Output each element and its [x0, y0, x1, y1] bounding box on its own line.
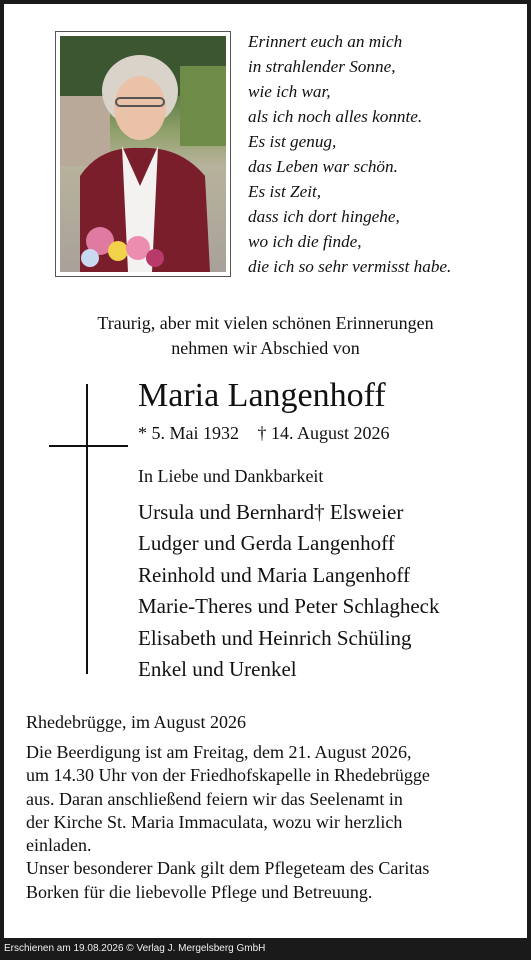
portrait-photo-frame — [55, 31, 231, 277]
poem-line: als ich noch alles konnte. — [248, 107, 423, 126]
birth-date: * 5. Mai 1932 — [138, 423, 239, 443]
mourner-entry: Elisabeth und Heinrich Schüling — [138, 625, 412, 650]
publication-footer: Erschienen am 19.08.2026 © Verlag J. Mergelsberg GmbH — [0, 938, 531, 960]
poem-line: Es ist Zeit, — [248, 182, 322, 201]
intro-text — [0, 311, 531, 361]
notice-line: um 14.30 Uhr von der Friedhofskapelle in Rhedebrügge — [26, 765, 430, 786]
memorial-poem — [248, 29, 523, 279]
poem-line: das Leben war schön. — [248, 157, 398, 176]
notice-line: Die Beerdigung ist am Freitag, dem 21. August 2026, — [26, 742, 412, 762]
poem-line: dass ich dort hingehe, — [248, 207, 400, 226]
intro-line: Traurig, aber mit vielen schönen Erinnerungen — [97, 313, 434, 333]
portrait-illustration — [60, 36, 226, 272]
notice-line: der Kirche St. Maria Immaculata, wozu wir herzlich — [26, 811, 403, 832]
poem-line: in strahlender Sonne, — [248, 57, 396, 76]
mourner-entry: Reinhold und Maria Langenhoff — [138, 562, 410, 587]
mourner-entry: Ludger und Gerda Langenhoff — [138, 531, 395, 556]
funeral-notice — [26, 741, 430, 904]
intro-line: nehmen wir Abschied von — [171, 338, 360, 358]
poem-line: Erinnert euch an mich — [248, 32, 403, 51]
cross-icon-vertical — [86, 384, 88, 674]
mourner-entry: Ursula und Bernhard† Elsweier — [138, 500, 404, 524]
notice-line: einladen. — [26, 835, 92, 856]
cross-icon-horizontal — [49, 445, 128, 447]
poem-line: wie ich war, — [248, 82, 331, 101]
mourner-entry: Marie-Theres und Peter Schlagheck — [138, 594, 440, 619]
mourner-entry: Enkel und Urenkel — [138, 657, 297, 682]
life-dates — [138, 421, 390, 445]
notice-line: aus. Daran anschließend feiern wir das Seelenamt in — [26, 788, 403, 809]
deceased-name: Maria Langenhoff — [138, 377, 386, 414]
poem-line: die ich so sehr vermisst habe. — [248, 257, 452, 276]
dedication-line: In Liebe und Dankbarkeit — [138, 466, 324, 486]
notice-line: Unser besonderer Dank gilt dem Pflegeteam des Caritas — [26, 858, 430, 879]
notice-line: Borken für die liebevolle Pflege und Betreuung. — [26, 881, 373, 902]
portrait-photo — [60, 36, 226, 272]
poem-line: wo ich die finde, — [248, 232, 362, 251]
mourners-list — [138, 497, 439, 685]
death-date: † 14. August 2026 — [257, 423, 390, 443]
place-date: Rhedebrügge, im August 2026 — [26, 712, 246, 732]
poem-line: Es ist genug, — [248, 132, 337, 151]
